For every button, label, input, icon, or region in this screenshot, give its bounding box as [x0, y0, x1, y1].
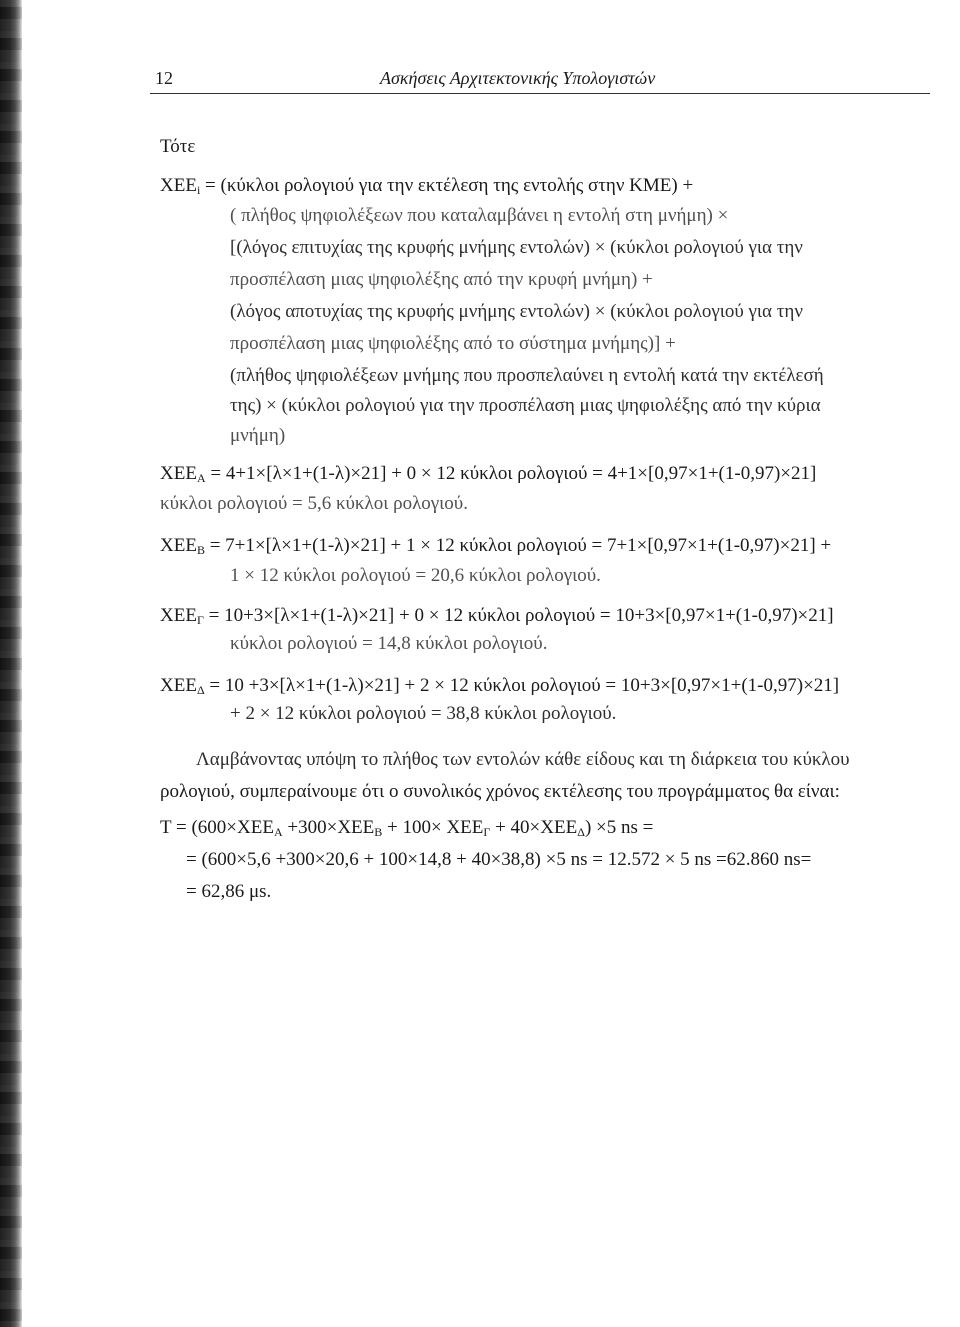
xee-label: ΧΕΕ	[160, 175, 197, 196]
total-sub-g: Γ	[483, 825, 491, 839]
formula-general-line-6: προσπέλαση μιας ψηφιολέξης από το σύστημα μνήμης)] +	[230, 333, 676, 354]
formula-general-line-1	[160, 174, 693, 198]
xee-subscript: i	[196, 183, 201, 197]
formula-general-line-3: [(λόγος επιτυχίας της κρυφής μνήμης εντολών) × (κύκλοι ρολογιού για την	[230, 237, 803, 258]
total-term-4: + 40×ΧΕΕ	[490, 817, 578, 838]
xee-g-expression: = 10+3×[λ×1+(1-λ)×21] + 0 × 12 κύκλοι ρολογιού = 10+3×[0,97×1+(1-0,97)×21]	[203, 605, 834, 626]
total-time-line-1	[160, 816, 653, 840]
xee-d-subscript: Δ	[196, 683, 205, 697]
xee-a-label: ΧΕΕ	[160, 463, 197, 484]
total-term-2: +300×ΧΕΕ	[282, 817, 375, 838]
xee-a-line-2: κύκλοι ρολογιού = 5,6 κύκλοι ρολογιού.	[160, 493, 468, 514]
total-term-5: ) ×5 ns =	[584, 817, 654, 838]
xee-a-subscript: A	[196, 471, 206, 485]
total-time-line-3: = 62,86 μs.	[186, 881, 272, 902]
xee-g-line-2: κύκλοι ρολογιού = 14,8 κύκλοι ρολογιού.	[230, 633, 548, 654]
xee-b-subscript: B	[196, 543, 205, 557]
total-sub-b: B	[374, 825, 383, 839]
xee-g-line-1	[160, 604, 834, 628]
intro-word: Τότε	[160, 136, 196, 157]
xee-g-label: ΧΕΕ	[160, 605, 197, 626]
formula-general-line-7: (πλήθος ψηφιολέξεων μνήμης που προσπελαύνει η εντολή κατά την εκτέλεσή	[230, 365, 824, 386]
xee-b-line-1	[160, 534, 831, 558]
formula-general-line-9: μνήμη)	[230, 425, 286, 446]
conclusion-line-1: Λαμβάνοντας υπόψη το πλήθος των εντολών κάθε είδους και τη διάρκεια του κύκλου	[196, 749, 850, 770]
conclusion-line-2: ρολογιού, συμπεραίνουμε ότι ο συνολικός χρόνος εκτέλεσης του προγράμματος θα είναι:	[160, 781, 840, 802]
xee-b-label: ΧΕΕ	[160, 535, 197, 556]
xee-d-label: ΧΕΕ	[160, 675, 197, 696]
xee-d-line-2: + 2 × 12 κύκλοι ρολογιού = 38,8 κύκλοι ρολογιού.	[230, 703, 617, 724]
xee-b-line-2: 1 × 12 κύκλοι ρολογιού = 20,6 κύκλοι ρολογιού.	[230, 565, 601, 586]
book-binding-shadow	[0, 0, 22, 1327]
formula-general-line-4: προσπέλαση μιας ψηφιολέξης από την κρυφή μνήμη) +	[230, 269, 653, 290]
total-time-line-2: = (600×5,6 +300×20,6 + 100×14,8 + 40×38,8) ×5 ns = 12.572 × 5 ns =62.860 ns=	[186, 849, 812, 870]
xee-b-expression: = 7+1×[λ×1+(1-λ)×21] + 1 × 12 κύκλοι ρολογιού = 7+1×[0,97×1+(1-0,97)×21] +	[204, 535, 832, 556]
total-sub-d: Δ	[577, 825, 585, 839]
total-term-3: + 100× ΧΕΕ	[382, 817, 484, 838]
formula-general-line-2: ( πλήθος ψηφιολέξεων που καταλαμβάνει η εντολή στη μνήμη) ×	[230, 205, 729, 226]
formula-general-first-clause: = (κύκλοι ρολογιού για την εκτέλεση της εντολής στην ΚΜΕ) +	[200, 175, 694, 196]
xee-d-line-1	[160, 674, 839, 698]
page-number: 12	[155, 68, 173, 88]
total-sub-a: A	[273, 825, 283, 839]
header-rule	[150, 93, 930, 94]
formula-general-line-8: της) × (κύκλοι ρολογιού για την προσπέλαση μιας ψηφιολέξης από την κύρια	[230, 395, 821, 416]
total-term-1: T = (600×ΧΕΕ	[160, 817, 274, 838]
running-title: Ασκήσεις Αρχιτεκτονικής Υπολογιστών	[380, 68, 656, 88]
formula-general-line-5: (λόγος αποτυχίας της κρυφής μνήμης εντολών) × (κύκλοι ρολογιού για την	[230, 301, 803, 322]
xee-a-line-1	[160, 462, 816, 486]
xee-a-expression: = 4+1×[λ×1+(1-λ)×21] + 0 × 12 κύκλοι ρολογιού = 4+1×[0,97×1+(1-0,97)×21]	[205, 463, 817, 484]
xee-d-expression: = 10 +3×[λ×1+(1-λ)×21] + 2 × 12 κύκλοι ρολογιού = 10+3×[0,97×1+(1-0,97)×21]	[204, 675, 840, 696]
xee-g-subscript: Γ	[196, 613, 204, 627]
page-header	[150, 66, 930, 94]
